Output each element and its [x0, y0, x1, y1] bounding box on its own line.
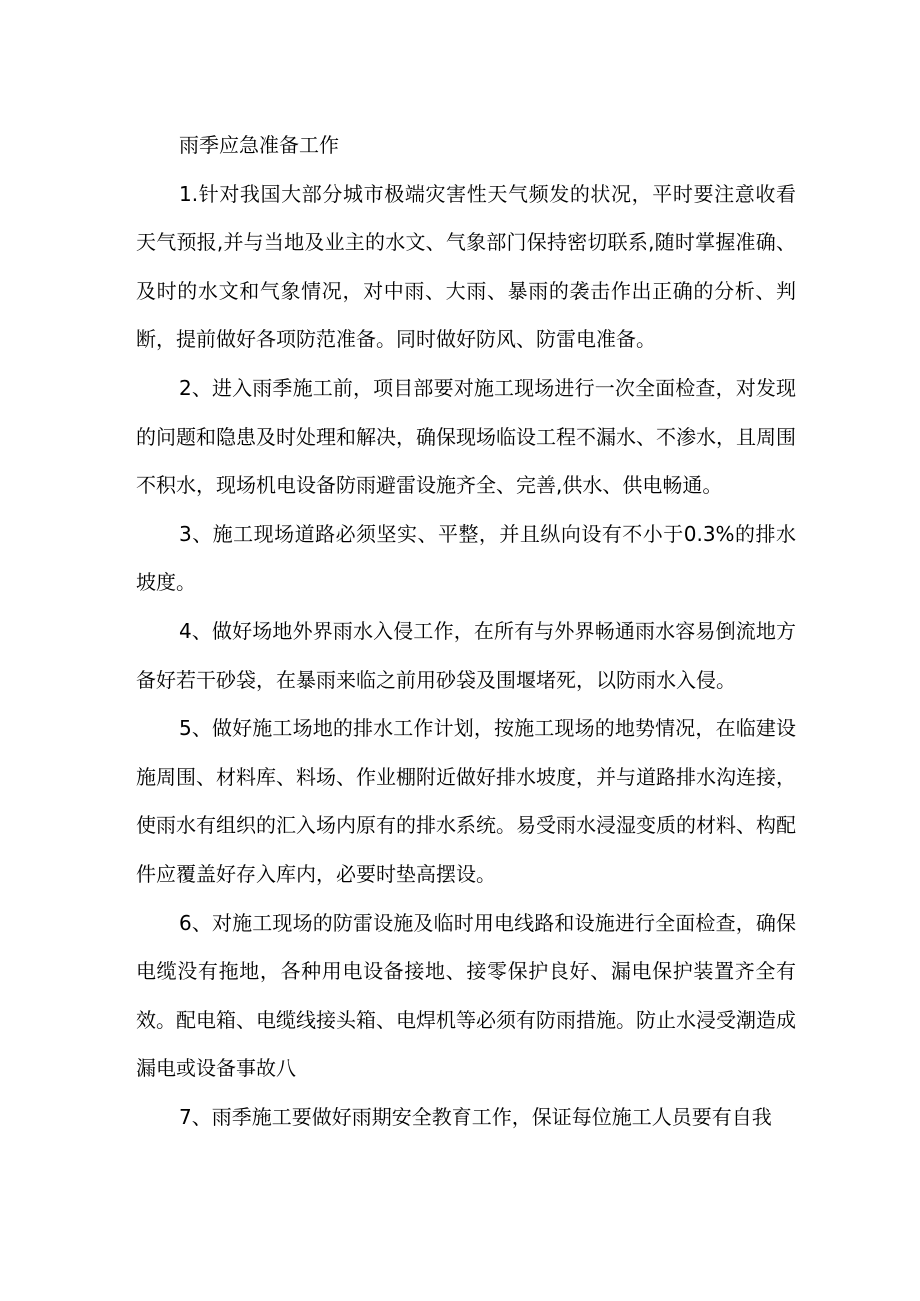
paragraph-1: 1.针对我国大部分城市极端灾害性天气频发的状况，平时要注意收看天气预报,并与当地及业主的水文、气象部门保持密切联系,随时掌握准确、及时的水文和气象情况，对中雨、大雨、暴雨的袭击作出正确的分析、判断，提前做好各项防范准备。同时做好防风、防雷电准备。: [136, 181, 796, 352]
document-title: 雨季应急准备工作: [179, 133, 339, 157]
paragraph-5: 5、做好施工场地的排水工作计划，按施工现场的地势情况，在临建设施周围、材料库、料场、作业棚附近做好排水坡度，并与道路排水沟连接，使雨水有组织的汇入场内原有的排水系统。易受雨水浸湿变质的材料、构配件应覆盖好存入库内，必要时垫高摆设。: [136, 716, 796, 886]
paragraph-7: 7、雨季施工要做好雨期安全教育工作，保证每位施工人员要有自我: [179, 1104, 772, 1129]
paragraph-3: 3、施工现场道路必须坚实、平整，并且纵向设有不小于0.3%的排水坡度。: [136, 521, 796, 595]
paragraph-4: 4、做好场地外界雨水入侵工作，在所有与外界畅通雨水容易倒流地方备好若干砂袋，在暴雨来临之前用砂袋及围堰堵死，以防雨水入侵。: [136, 618, 796, 692]
paragraph-2: 2、进入雨季施工前，项目部要对施工现场进行一次全面检查，对发现的问题和隐患及时处理和解决，确保现场临设工程不漏水、不渗水，且周围不积水，现场机电设备防雨避雷设施齐全、完善,供水、供电畅通。: [136, 375, 796, 498]
paragraph-6: 6、对施工现场的防雷设施及临时用电线路和设施进行全面检查，确保电缆没有拖地，各种用电设备接地、接零保护良好、漏电保护装置齐全有效。配电箱、电缆线接头箱、电焊机等必须有防雨措施。防止水浸受潮造成漏电或设备事故八: [136, 910, 796, 1081]
document-body: [136, 121, 796, 1141]
